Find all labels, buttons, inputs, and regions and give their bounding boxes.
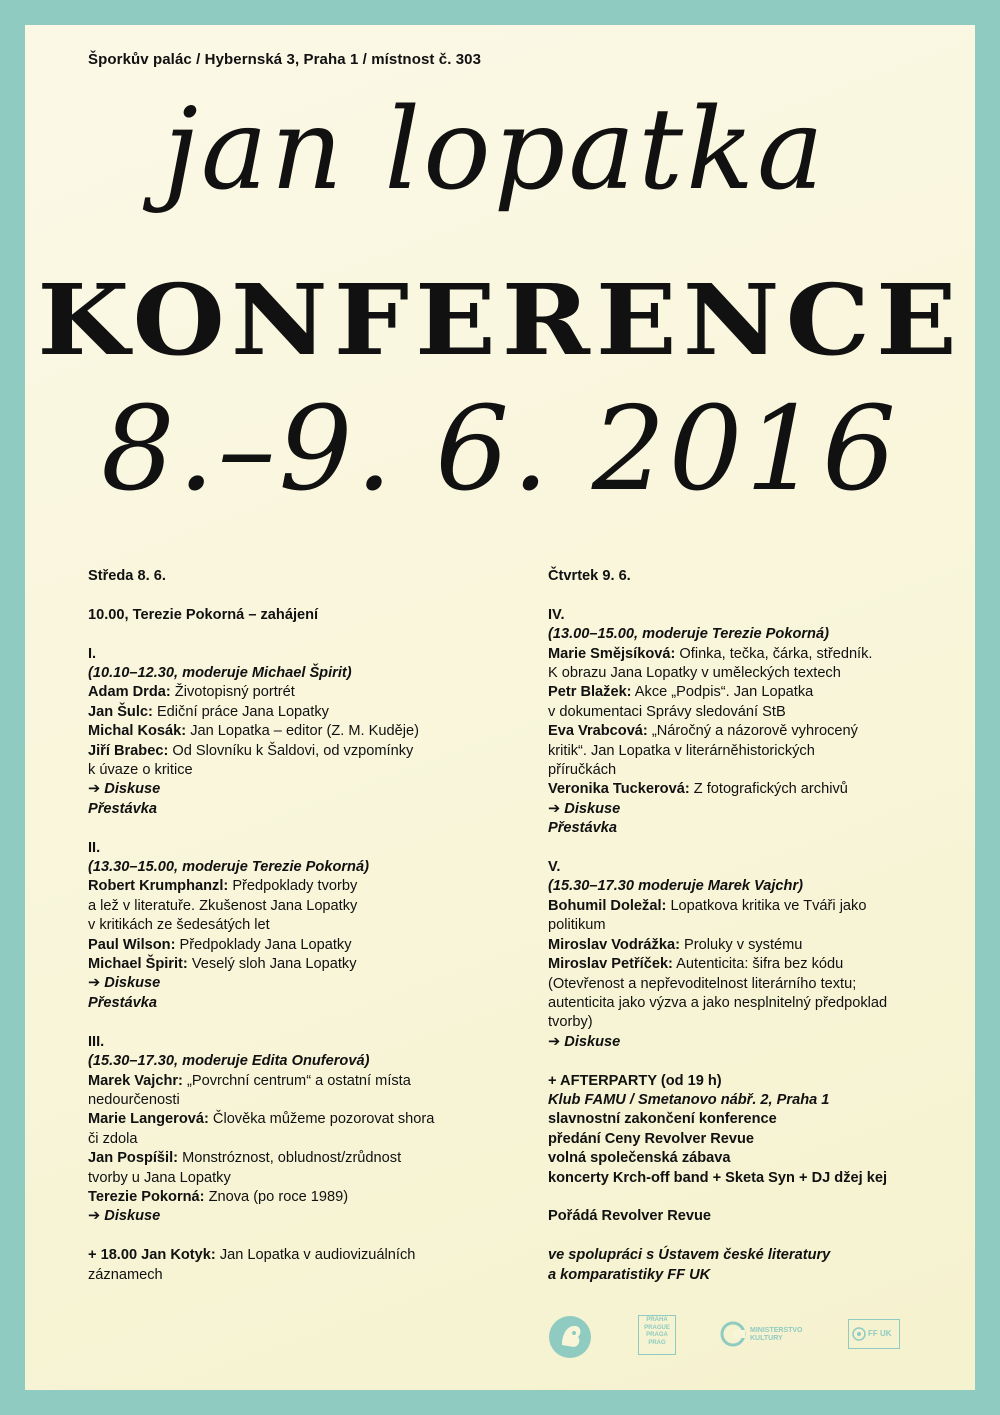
talk-title: Monstróznost, obludnost/zrůdnost — [182, 1150, 402, 1167]
block-number: IV. — [548, 606, 565, 623]
break: Přestávka — [88, 800, 157, 817]
talk-title-cont: k úvaze o kritice — [88, 762, 193, 779]
talk-title: Od Slovníku k Šaldovi, od vzpomínky — [172, 742, 414, 759]
talk — [548, 780, 963, 799]
talk-title-cont: a lež v literatuře. Zkušenost Jana Lopatky — [88, 897, 358, 914]
talk — [88, 1110, 518, 1129]
discussion: ➔ Diskuse — [548, 800, 621, 817]
talk — [548, 722, 963, 741]
talk-title: Znova (po roce 1989) — [208, 1188, 349, 1205]
talk — [88, 703, 518, 722]
speaker: Veronika Tuckerová: — [548, 781, 690, 798]
speaker: + 18.00 Jan Kotyk: — [88, 1247, 216, 1264]
poster — [25, 25, 975, 1390]
speaker: Adam Drda: — [88, 684, 171, 701]
partner-line: ve spolupráci s Ústavem české literatury — [548, 1247, 831, 1264]
block-number: V. — [548, 859, 561, 876]
talk — [548, 897, 963, 916]
talk-title-cont: tvorby) — [548, 1014, 593, 1031]
afterparty-venue: Klub FAMU / Smetanovo nábř. 2, Praha 1 — [548, 1091, 830, 1108]
talk — [88, 742, 518, 761]
talk-title-cont: tvorby u Jana Lopatky — [88, 1169, 231, 1186]
revolver-revue-logo-icon — [548, 1315, 592, 1359]
talk-title: Z fotografických archivů — [693, 781, 848, 798]
organizer: Pořádá Revolver Revue — [548, 1208, 712, 1225]
talk — [548, 936, 963, 955]
praha-logo-icon — [638, 1315, 676, 1355]
speaker: Marie Smějsíková: — [548, 645, 676, 662]
talk-title-cont: v dokumentaci Správy sledování StB — [548, 703, 786, 720]
talk — [548, 645, 963, 664]
speaker: Miroslav Vodrážka: — [548, 936, 680, 953]
talk-title: Proluky v systému — [684, 936, 803, 953]
speaker: Miroslav Petříček: — [548, 956, 673, 973]
discussion: ➔ Diskuse — [88, 975, 161, 992]
venue-line: Šporkův palác / Hybernská 3, Praha 1 / místnost č. 303 — [88, 51, 482, 68]
afterparty-item: slavnostní zakončení konference — [548, 1111, 777, 1128]
talk-title-cont: autenticita jako výzva a jako nesplnitelný předpoklad — [548, 994, 888, 1011]
talk-title: Akce „Podpis“. Jan Lopatka — [634, 684, 814, 701]
afterparty-item: předání Ceny Revolver Revue — [548, 1130, 755, 1147]
break: Přestávka — [88, 994, 157, 1011]
talk-title: Lopatkova kritika ve Tváři jako — [670, 897, 867, 914]
talk-title: Ediční práce Jana Lopatky — [156, 703, 329, 720]
speaker: Eva Vrabcová: — [548, 723, 648, 740]
speaker: Paul Wilson: — [88, 936, 176, 953]
evening-talk — [88, 1246, 518, 1265]
logo-text: PRAG — [648, 1339, 666, 1346]
block-moderation: (13.30–15.00, moderuje Terezie Pokorná) — [88, 859, 369, 876]
block-number: I. — [88, 645, 97, 662]
block-moderation: (13.00–15.00, moderuje Terezie Pokorná) — [548, 626, 829, 643]
talk-title: Ofinka, tečka, čárka, středník. — [679, 645, 873, 662]
talk — [88, 1072, 518, 1091]
talk — [88, 722, 518, 741]
speaker: Michael Špirit: — [88, 956, 188, 973]
logo-text: PRAGA — [646, 1332, 668, 1338]
logo-text: PRAGUE — [644, 1324, 670, 1331]
program-day2 — [548, 567, 963, 1285]
logo-text: KULTURY — [750, 1335, 783, 1342]
talk-title: Předpoklady tvorby — [232, 878, 358, 895]
speaker: Robert Krumphanzl: — [88, 878, 229, 895]
talk-title-cont: záznamech — [88, 1266, 163, 1283]
afterparty-item: volná společenská zábava — [548, 1150, 731, 1167]
talk — [88, 936, 518, 955]
speaker: Terezie Pokorná: — [88, 1188, 205, 1205]
speaker: Bohumil Doležal: — [548, 897, 667, 914]
talk-title-cont: příručkách — [548, 762, 617, 779]
talk — [548, 955, 963, 974]
opening: 10.00, Terezie Pokorná – zahájení — [88, 606, 319, 623]
talk-title: Předpoklady Jana Lopatky — [179, 936, 352, 953]
talk — [88, 955, 518, 974]
speaker: Marek Vajchr: — [88, 1072, 183, 1089]
discussion: ➔ Diskuse — [88, 781, 161, 798]
talk-title-cont: v kritikách ze šedesátých let — [88, 917, 270, 934]
talk — [88, 1149, 518, 1168]
talk-title: Životopisný portrét — [174, 684, 295, 701]
speaker: Marie Langerová: — [88, 1111, 209, 1128]
talk-title: Jan Lopatka – editor (Z. M. Kuděje) — [190, 723, 419, 740]
talk-title-cont: politikum — [548, 917, 606, 934]
talk-title-cont: či zdola — [88, 1130, 138, 1147]
logo-text: PRAHA — [646, 1317, 668, 1323]
afterparty-item: koncerty Krch-off band + Sketa Syn + DJ džej kej — [548, 1169, 888, 1186]
afterparty-heading: + AFTERPARTY (od 19 h) — [548, 1072, 722, 1089]
ministry-of-culture-logo-icon — [720, 1321, 810, 1351]
partner-line: a komparatistiky FF UK — [548, 1266, 711, 1283]
title-name: jan lopatka — [163, 85, 827, 215]
speaker: Jiří Brabec: — [88, 742, 169, 759]
talk — [548, 683, 963, 702]
talk — [88, 1188, 518, 1207]
speaker: Jan Pospíšil: — [88, 1150, 179, 1167]
talk — [88, 683, 518, 702]
talk-title: „Povrchní centrum“ a ostatní místa — [186, 1072, 411, 1089]
block-number: III. — [88, 1033, 105, 1050]
talk-title: Člověka můžeme pozorovat shora — [212, 1111, 435, 1128]
break: Přestávka — [548, 820, 617, 837]
talk-title-cont: (Otevřenost a nepřevoditelnost literárního textu; — [548, 975, 857, 992]
talk-title: Autenticita: šifra bez kódu — [676, 956, 844, 973]
partner-logos — [548, 1315, 928, 1359]
talk-title: Jan Lopatka v audiovizuálních — [219, 1247, 416, 1264]
talk-title: „Náročný a názorově vyhrocený — [651, 723, 858, 740]
speaker: Petr Blažek: — [548, 684, 632, 701]
title-konference: KONFERENCE — [37, 262, 963, 378]
ff-uk-logo-icon — [848, 1319, 900, 1349]
talk-title-cont: nedourčenosti — [88, 1091, 180, 1108]
title-dates: 8.–9. 6. 2016 — [101, 382, 899, 517]
discussion: ➔ Diskuse — [548, 1033, 621, 1050]
talk-title-cont: kritik“. Jan Lopatka v literárněhistorických — [548, 742, 815, 759]
program-day1 — [88, 567, 518, 1285]
speaker: Michal Kosák: — [88, 723, 187, 740]
speaker: Jan Šulc: — [88, 703, 153, 720]
talk — [88, 877, 518, 896]
logo-text: FF UK — [868, 1329, 892, 1338]
block-number: II. — [88, 839, 101, 856]
block-moderation: (15.30–17.30, moderuje Edita Onuferová) — [88, 1053, 370, 1070]
block-moderation: (10.10–12.30, moderuje Michael Špirit) — [88, 665, 352, 681]
block-moderation: (15.30–17.30 moderuje Marek Vajchr) — [548, 878, 803, 895]
talk-title: Veselý sloh Jana Lopatky — [191, 956, 357, 973]
talk-title-cont: K obrazu Jana Lopatky v uměleckých textech — [548, 665, 841, 682]
discussion: ➔ Diskuse — [88, 1208, 161, 1225]
day-heading: Středa 8. 6. — [88, 568, 166, 584]
day-heading: Čtvrtek 9. 6. — [548, 568, 631, 584]
logo-text: MINISTERSTVO — [750, 1327, 803, 1334]
